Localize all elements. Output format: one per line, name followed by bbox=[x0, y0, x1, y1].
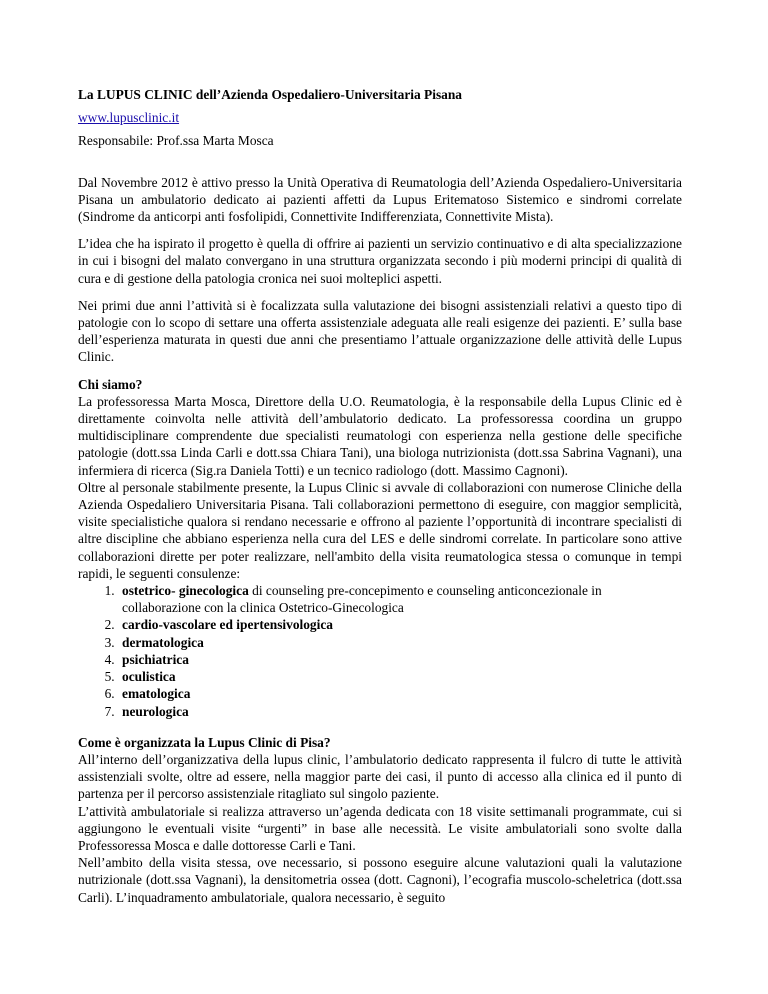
list-item-bold: cardio-vascolare ed ipertensivologica bbox=[122, 617, 333, 633]
section-heading-organizzazione: Come è organizzata la Lupus Clinic di Pisa? bbox=[78, 734, 331, 750]
list-item bbox=[118, 582, 682, 616]
intro-paragraph-3: Nei primi due anni l’attività si è focalizzata sulla valutazione dei bisogni assistenziali relativi a questo tipo di patologie con lo scopo di settare una offerta assistenziale adeguata alle reali esigenze dei pazienti. E’ sulla base dell’esperienza maturata in questi due anni che presentiamo l’attuale organizzazione delle attività delle Lupus Clinic. bbox=[78, 297, 682, 365]
list-item-bold: psichiatrica bbox=[122, 651, 189, 667]
list-item bbox=[118, 634, 682, 651]
section2-paragraph-3: Nell’ambito della visita stessa, ove necessario, si possono eseguire alcune valutazioni quali la valutazione nutrizionale (dott.ssa Vagnani), la densitometria ossea (dott. Cagnoni), l’ecografia muscolo-scheletrica (dott.ssa Carli). L’inquadramento ambulatoriale, qualora necessario, è seguito bbox=[78, 855, 682, 905]
document-title: La LUPUS CLINIC dell’Azienda Ospedaliero-Universitaria Pisana bbox=[78, 87, 462, 102]
list-item-bold: oculistica bbox=[122, 669, 176, 685]
intro-paragraph-2: L’idea che ha ispirato il progetto è quella di offrire ai pazienti un servizio continuativo e di alta specializzazione in cui i bisogni del malato convergano in una struttura organizzata secondo i più moderni principi di qualità di cura e di gestione della patologia cronica nei suoi molteplici aspetti. bbox=[78, 236, 682, 286]
website-link[interactable]: www.lupusclinic.it bbox=[78, 110, 180, 126]
list-item-bold: neurologica bbox=[122, 703, 189, 719]
consultations-list bbox=[78, 582, 682, 720]
list-item bbox=[118, 685, 682, 702]
list-item bbox=[118, 616, 682, 633]
section1-paragraph-1: La professoressa Marta Mosca, Direttore della U.O. Reumatologia, è la responsabile della Lupus Clinic ed è direttamente coinvolta nelle attività dell’ambulatorio dedicato. La professoressa coordina un gruppo multidisciplinare comprendente due specialisti reumatologi con esperienza nella gestione delle specifiche patologie (dott.ssa Linda Carli e dott.ssa Chiara Tani), una biologa nutrizionista (dott.ssa Sabrina Vagnani), una infermiera di ricerca (Sig.ra Daniela Totti) e un tecnico radiologo (dott. Massimo Cagnoni). bbox=[78, 393, 682, 478]
section2-paragraph-2: L’attività ambulatoriale si realizza attraverso un’agenda dedicata con 18 visite settimanali programmate, cui si aggiungono le eventuali visite “urgenti” in base alle necessità. Le visite ambulatoriali sono svolte dalla Professoressa Mosca e dalle dottoresse Carli e Tani. bbox=[78, 803, 682, 853]
list-item-text: di counseling pre-concepimento e counseling anticoncezionale in collaborazione con la clinica Ostetrico-Ginecologica bbox=[122, 583, 602, 616]
list-item bbox=[118, 651, 682, 668]
list-item-bold: ostetrico- ginecologica bbox=[122, 583, 249, 599]
section-heading-chi-siamo: Chi siamo? bbox=[78, 376, 143, 392]
list-item bbox=[118, 668, 682, 685]
list-item-bold: dermatologica bbox=[122, 634, 204, 650]
intro-paragraph-1: Dal Novembre 2012 è attivo presso la Unità Operativa di Reumatologia dell’Azienda Ospedaliero-Universitaria Pisana un ambulatorio dedicato ai pazienti affetti da Lupus Eritematoso Sistemico e sindromi correlate (Sindrome da anticorpi anti fosfolipidi, Connettivite Indifferenziata, Connettivite Mista). bbox=[78, 174, 682, 225]
section2-paragraph-1: All’interno dell’organizzativa della lupus clinic, l’ambulatorio dedicato rappresenta il fulcro di tutte le attività assistenziali svolte, oltre ad essere, nella maggior parte dei casi, il punto di accesso alla clinica ed il punto di partenza per il percorso assistenziale ritagliato sul singolo paziente. bbox=[78, 751, 682, 802]
list-item-bold: ematologica bbox=[122, 686, 191, 702]
responsible-line: Responsabile: Prof.ssa Marta Mosca bbox=[78, 133, 274, 149]
list-item bbox=[118, 703, 682, 720]
section1-paragraph-2: Oltre al personale stabilmente presente, la Lupus Clinic si avvale di collaborazioni con numerose Cliniche della Azienda Ospedaliero Universitaria Pisana. Tali collaborazioni permettono di eseguire, con maggior semplicità, visite specialistiche qualora si rendano necessarie e offrono al paziente l’opportunità di incontrare specialisti di altre discipline che abbiano esperienza nella cura del LES e delle sindromi correlate. In particolare sono attive collaborazioni dirette per poter realizzare, nell'ambito della visita reumatologica stessa o comunque in tempi rapidi, le seguenti consulenze: bbox=[78, 479, 682, 581]
